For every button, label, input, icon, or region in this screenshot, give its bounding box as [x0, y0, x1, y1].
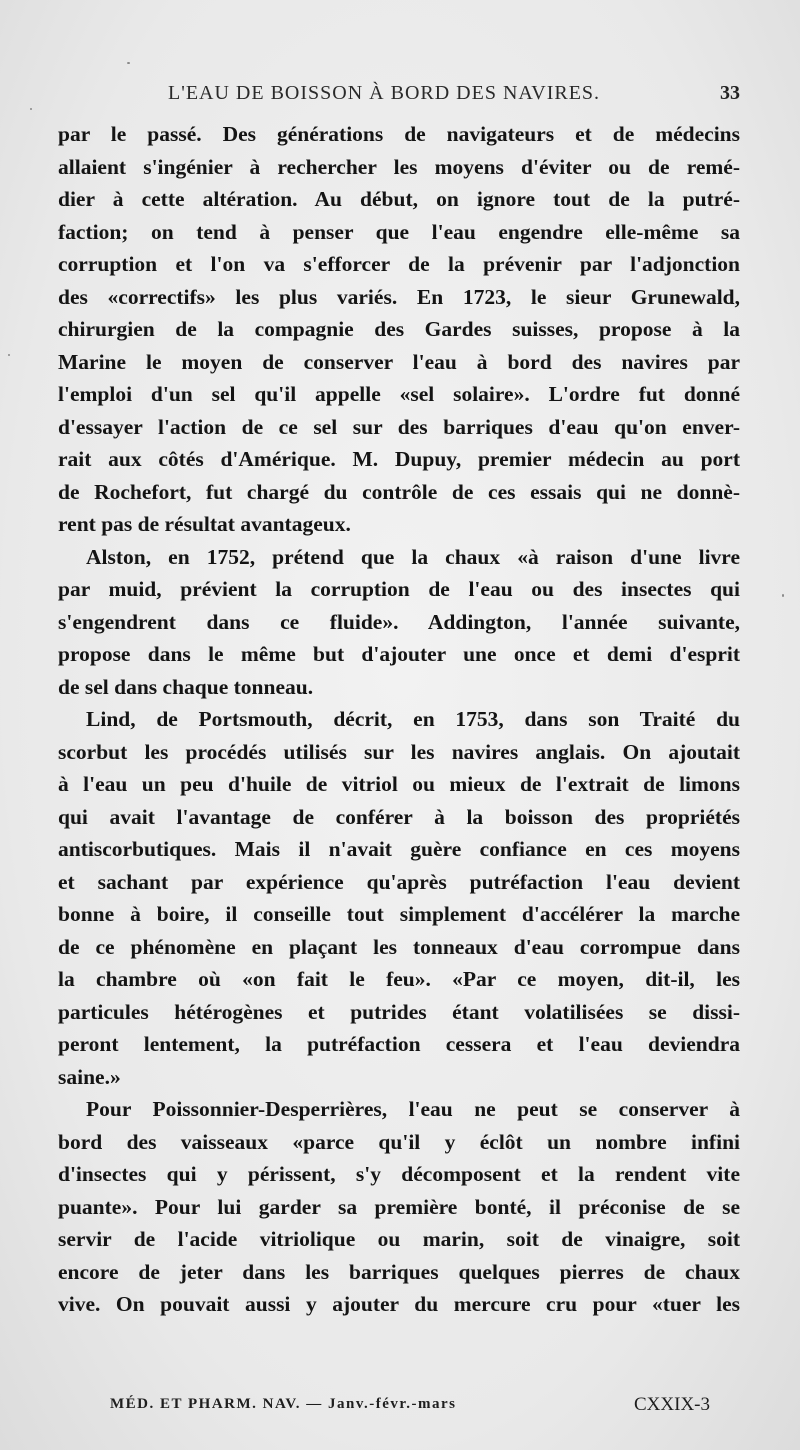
text-line: chirurgien de la compagnie des Gardes suisses, propose à la: [58, 317, 740, 341]
page-header: [58, 82, 740, 112]
text-line: qui avait l'avantage de conférer à la boisson des propriétés: [58, 804, 740, 829]
text-line: propose dans le même but d'ajouter une once et demi d'esprit: [58, 642, 740, 666]
text-line: de sel dans chaque tonneau.: [58, 674, 314, 699]
page-footer: [110, 1396, 710, 1422]
journal-reference: MÉD. ET PHARM. NAV. — Janv.-févr.-mars: [110, 1396, 457, 1412]
text-line: Pour Poissonnier-Desperrières, l'eau ne peut se conserver à: [86, 1097, 740, 1121]
text-line: saine.»: [58, 1064, 121, 1089]
text-line: d'insectes qui y périssent, s'y décomposent et la rendent vite: [58, 1162, 740, 1186]
text-line: faction; on tend à penser que l'eau engendre elle-même sa: [58, 219, 740, 244]
text-line: à l'eau un peu d'huile de vitriol ou mieux de l'extrait de limons: [58, 772, 740, 796]
body-text: [58, 118, 740, 1321]
text-line: puante». Pour lui garder sa première bonté, il préconise de se: [58, 1194, 740, 1219]
text-line: scorbut les procédés utilisés sur les navires anglais. On ajoutait: [58, 739, 740, 764]
text-line: particules hétérogènes et putrides étant volatilisées se dissi-: [58, 999, 740, 1024]
text-line: bord des vaisseaux «parce qu'il y éclôt un nombre infini: [58, 1129, 740, 1154]
scan-speck: [30, 108, 32, 110]
text-line: Marine le moyen de conserver l'eau à bord des navires par: [58, 349, 740, 374]
running-title: L'EAU DE BOISSON À BORD DES NAVIRES.: [168, 82, 601, 104]
text-line: par le passé. Des générations de navigateurs et de médecins: [58, 122, 740, 146]
text-line: encore de jeter dans les barriques quelques pierres de chaux: [58, 1259, 740, 1284]
signature-mark: CXXIX-3: [634, 1394, 710, 1415]
scan-speck: [782, 594, 784, 597]
page-number: 33: [720, 82, 740, 104]
text-line: bonne à boire, il conseille tout simplement d'accélérer la marche: [58, 902, 740, 926]
text-line: rait aux côtés d'Amérique. M. Dupuy, premier médecin au port: [58, 447, 740, 471]
text-line: des «correctifs» les plus variés. En 1723, le sieur Grunewald,: [58, 284, 740, 309]
text-line: vive. On pouvait aussi y ajouter du mercure cru pour «tuer les: [58, 1292, 740, 1316]
text-line: allaient s'ingénier à rechercher les moyens d'éviter ou de remé-: [58, 154, 740, 179]
text-line: peront lentement, la putréfaction cessera et l'eau deviendra: [58, 1032, 740, 1056]
text-line: servir de l'acide vitriolique ou marin, soit de vinaigre, soit: [58, 1227, 740, 1251]
text-line: par muid, prévient la corruption de l'eau ou des insectes qui: [58, 577, 740, 601]
text-line: la chambre où «on fait le feu». «Par ce moyen, dit-il, les: [58, 967, 740, 991]
text-line: de ce phénomène en plaçant les tonneaux d'eau corrompue dans: [58, 934, 740, 959]
text-line: dier à cette altération. Au début, on ignore tout de la putré-: [58, 187, 740, 211]
text-line: rent pas de résultat avantageux.: [58, 512, 351, 536]
text-line: s'engendrent dans ce fluide». Addington, l'année suivante,: [58, 609, 740, 634]
text-line: corruption et l'on va s'efforcer de la prévenir par l'adjonction: [58, 252, 740, 276]
text-line: de Rochefort, fut chargé du contrôle de ces essais qui ne donnè-: [58, 479, 740, 504]
text-line: antiscorbutiques. Mais il n'avait guère confiance en ces moyens: [58, 837, 740, 861]
text-line: Alston, en 1752, prétend que la chaux «à raison d'une livre: [86, 544, 740, 569]
text-line: et sachant par expérience qu'après putréfaction l'eau devient: [58, 869, 740, 894]
scan-speck: [8, 354, 10, 356]
text-line: l'emploi d'un sel qu'il appelle «sel solaire». L'ordre fut donné: [58, 382, 740, 406]
text-line: d'essayer l'action de ce sel sur des barriques d'eau qu'on enver-: [58, 414, 740, 439]
scan-speck: [127, 62, 130, 64]
text-line: Lind, de Portsmouth, décrit, en 1753, dans son Traité du: [86, 707, 740, 731]
